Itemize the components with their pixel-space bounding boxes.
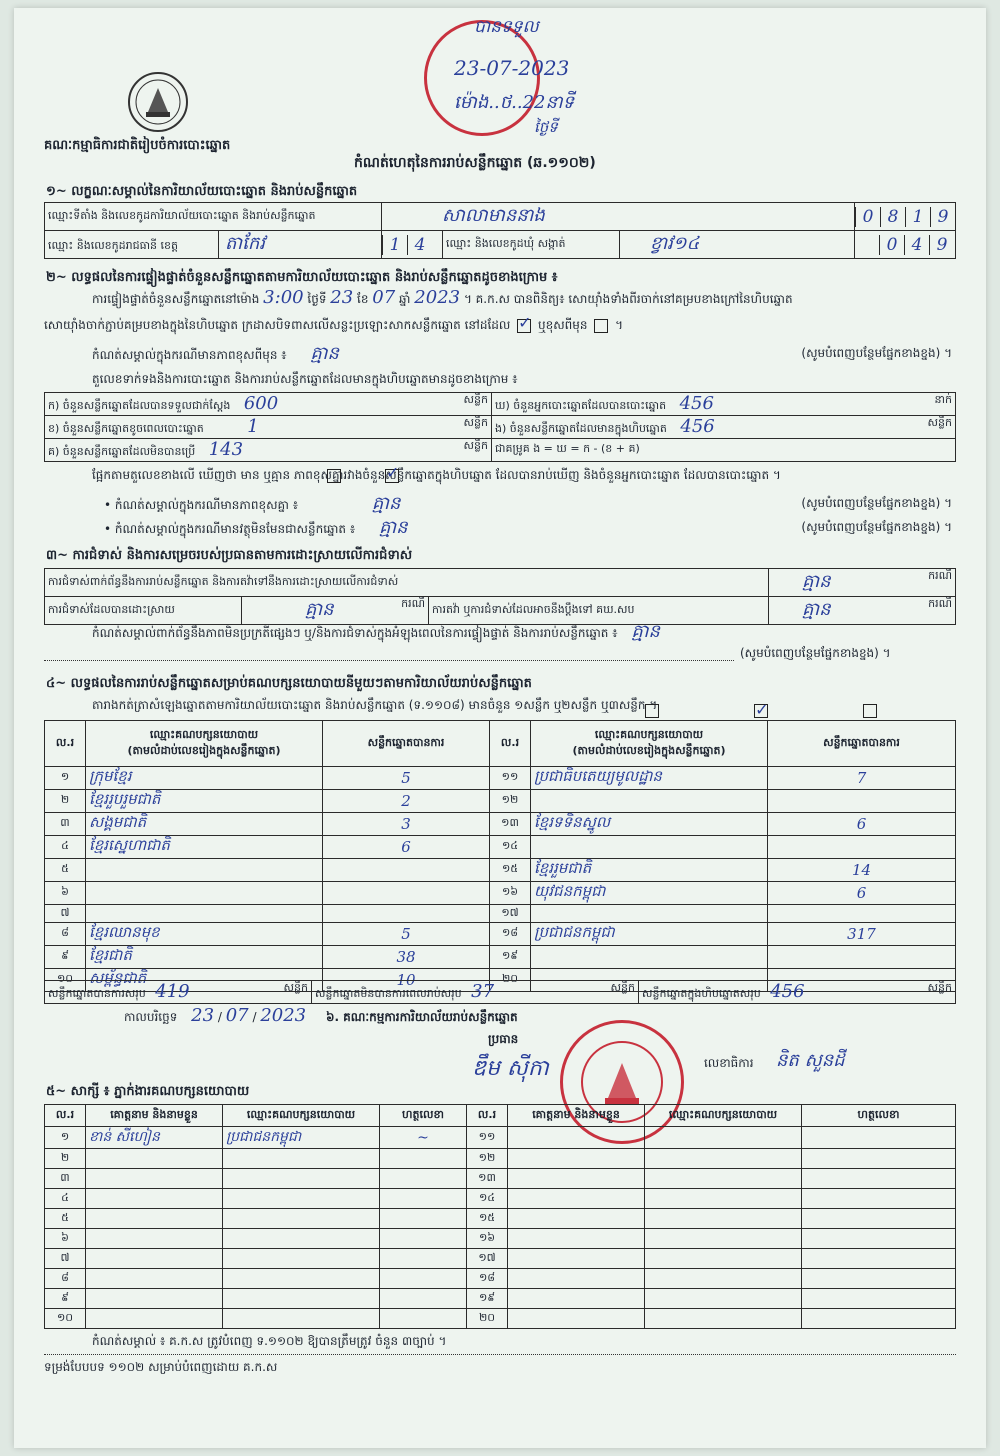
agent-signature [802, 1229, 956, 1249]
date-label: កាលបរិច្ឆេទ [124, 1010, 178, 1024]
section2-heading: ២~ លទ្ធផលនៃការផ្ទៀងផ្ទាត់ចំនួនសន្លឹកឆ្នោតតាមការិយាល័យបោះឆ្នោត និងរាប់សន្លឹកឆ្នោតដូចខាងក្រោម ៖ [46, 270, 558, 285]
table-row [45, 1309, 956, 1329]
unit: សន្លឹក [927, 981, 952, 994]
day-label: ថ្ងៃទី [307, 292, 327, 306]
agent-name [86, 1169, 223, 1189]
verify-time-line [92, 287, 793, 308]
party-name: ខ្មែររួបរួមជាតិ [86, 790, 323, 813]
ballot-figures-table [44, 392, 956, 462]
row-no: ១៨ [490, 923, 531, 946]
invalid-note-label: • កំណត់សម្គាល់ក្នុងករណីមានវត្ថុមិនមែនជាសន្លឹកឆ្នោត ៖ [104, 522, 356, 536]
agent-name [86, 1269, 223, 1289]
agent-name [86, 1149, 223, 1169]
agent-name [86, 1189, 223, 1209]
month-value: 07 [372, 287, 396, 308]
table-row [45, 1269, 956, 1289]
party-votes: 6 [768, 882, 956, 905]
commune-label: ឈ្មោះ និងលេខកូដឃុំ សង្កាត់ [443, 231, 620, 259]
row-no: ៣ [45, 813, 86, 836]
table-row [45, 882, 956, 905]
same-checkbox[interactable] [517, 319, 531, 333]
col-votes: សន្លឹកឆ្នោតបានការ [323, 721, 490, 767]
party-name: យុវជនកម្ពុជា [531, 882, 768, 905]
row-no: ១៤ [467, 1189, 508, 1209]
col-party-sub-right: (តាមលំដាប់លេខរៀងក្នុងសន្លឹកឆ្នោត) [572, 743, 726, 757]
year-value: 2023 [414, 287, 461, 308]
appeal-value: គ្មាន [802, 599, 831, 620]
party-name [531, 905, 768, 923]
agent-signature [380, 1169, 467, 1189]
agent-name [508, 1229, 645, 1249]
month-label: ខែ [357, 292, 369, 306]
date-day: 23 [191, 1005, 215, 1026]
row-no: ១១ [490, 767, 531, 790]
row-no: ១៧ [490, 905, 531, 923]
col-party-right: ឈ្មោះគណបក្សនយោបាយ [594, 727, 704, 741]
b-label: ខ) ចំនួនសន្លឹកឆ្នោតខូចពេលបោះឆ្នោត [48, 422, 204, 435]
agent-party [223, 1189, 380, 1209]
party-name [531, 790, 768, 813]
row-no: ១៥ [467, 1209, 508, 1229]
day-value: 23 [330, 287, 354, 308]
table-row [45, 1169, 956, 1189]
e-value: 456 [680, 416, 715, 437]
party-agents-table [44, 1104, 956, 1329]
agent-signature [380, 1249, 467, 1269]
secretary-label: លេខាធិការ [704, 1056, 754, 1070]
agent-name [508, 1189, 645, 1209]
party-name: ខ្មែរស្នេហាជាតិ [86, 836, 323, 859]
agent-party [645, 1189, 802, 1209]
nec-emblem-icon [126, 70, 190, 134]
box-total-label: សន្លឹកឆ្នោតក្នុងហិបឆ្នោតសរុប [642, 987, 761, 1000]
row-no: ១០ [45, 969, 86, 992]
agent-party [223, 1249, 380, 1269]
diff-note-line [104, 493, 952, 514]
has-difference-checkbox[interactable] [327, 469, 341, 483]
agent-signature [380, 1269, 467, 1289]
table-row [45, 905, 956, 923]
agent-signature [380, 1289, 467, 1309]
table-row [45, 1127, 956, 1149]
row-no: ១១ [467, 1127, 508, 1149]
party-votes: 317 [768, 923, 956, 946]
time-value: 3:00 [263, 287, 304, 308]
agent-name: ខាន់ សីហៀន [86, 1127, 223, 1149]
section5-heading: ៥~ សាក្សី ៖ ភ្នាក់ងារគណបក្សនយោបាយ [46, 1084, 250, 1099]
a-label: ក) ចំនួនសន្លឹកឆ្នោតដែលបានទទួលជាក់ស្តែង [48, 399, 231, 412]
invalid-total-value: 37 [471, 981, 495, 1002]
different-checkbox[interactable] [594, 319, 608, 333]
province-code: 1 4 [382, 231, 443, 259]
agent-party [645, 1169, 802, 1189]
d-label: ឃ) ចំនួនអ្នកបោះឆ្នោតដែលបានបោះឆ្នោត [495, 399, 667, 412]
irregularity-extra-line [44, 648, 734, 661]
unit: សន្លឹក [283, 981, 308, 994]
row-no: ៦ [45, 1229, 86, 1249]
two-sheets-checkbox[interactable] [754, 704, 768, 718]
fill-more-note: (សូមបំពេញបន្ថែមផ្នែកខាងខ្នង) ។ [801, 346, 952, 360]
case-label: ករណី [401, 597, 425, 610]
party-votes [323, 905, 490, 923]
party-results-table [44, 720, 956, 992]
agent-signature [380, 1209, 467, 1229]
ballot-count-form [14, 8, 986, 1448]
party-name [531, 836, 768, 859]
agent-col-no: ល.រ [45, 1105, 86, 1127]
col-no-right: ល.រ [490, 721, 531, 767]
agent-col-name: គោត្តនាម និងនាមខ្លួន [86, 1105, 223, 1127]
agent-col-no-right: ល.រ [467, 1105, 508, 1127]
invalid-fill-more: (សូមបំពេញបន្ថែមផ្នែកខាងខ្នង) ។ [801, 520, 952, 534]
row-no: ១៤ [490, 836, 531, 859]
table-row [45, 790, 956, 813]
party-votes [768, 946, 956, 969]
party-votes: 7 [768, 767, 956, 790]
agent-party [645, 1289, 802, 1309]
row-no: ៦ [45, 882, 86, 905]
c-label: គ) ចំនួនសន្លឹកឆ្នោតដែលមិនបានប្រើ [48, 445, 196, 458]
row-no: ១៥ [490, 859, 531, 882]
table-row [45, 813, 956, 836]
table-row [45, 946, 956, 969]
party-votes: 6 [323, 836, 490, 859]
party-votes [323, 859, 490, 882]
agent-party [223, 1309, 380, 1329]
agent-col-sign-right: ហត្ថលេខា [802, 1105, 956, 1127]
stamp-received-text: បានទទួល [474, 17, 539, 37]
irregularity-note-value: គ្មាន [631, 621, 660, 642]
party-name [531, 946, 768, 969]
agent-party [645, 1209, 802, 1229]
table-row [45, 1189, 956, 1209]
difference-note-line [92, 343, 952, 364]
invalid-note-value: គ្មាន [378, 517, 408, 538]
a-value: 600 [243, 393, 279, 414]
e-unit: សន្លឹក [927, 416, 952, 429]
row-no: ២០ [490, 969, 531, 992]
figures-subheading: តួលេខទាក់ទងនិងការបោះឆ្នោត និងការរាប់សន្លឹកឆ្នោតដែលមានក្នុងហិបឆ្នោតមានដូចខាងក្រោម ៖ [92, 372, 518, 386]
row-no: ៩ [45, 946, 86, 969]
row-no: ១៣ [490, 813, 531, 836]
irregularity-fill-more: (សូមបំពេញបន្ថែមផ្នែកខាងខ្នង) ។ [740, 646, 891, 660]
agent-party [645, 1309, 802, 1329]
row-no: ៥ [45, 1209, 86, 1229]
footer-divider [44, 1354, 956, 1355]
agent-name [508, 1309, 645, 1329]
agent-party [645, 1269, 802, 1289]
row-no: ២ [45, 1149, 86, 1169]
row-no: ១២ [490, 790, 531, 813]
e-label: ង) ចំនួនសន្លឹកឆ្នោតដែលមានក្នុងហិបឆ្នោត [495, 422, 667, 435]
row-no: ៧ [45, 905, 86, 923]
table-row [45, 1289, 956, 1309]
col-party: ឈ្មោះគណបក្សនយោបាយ [149, 727, 259, 741]
chair-signature: ឌឹម ស៊ីកា [472, 1056, 549, 1081]
row-no: ១៩ [490, 946, 531, 969]
table-row [45, 1209, 956, 1229]
irregularity-note-line [92, 621, 660, 642]
party-votes: 14 [768, 859, 956, 882]
stamp-date-text: 23-07-2023 [454, 56, 570, 80]
row-no: ៧ [45, 1249, 86, 1269]
party-votes: 6 [768, 813, 956, 836]
table-row [45, 1229, 956, 1249]
row-no: ៤ [45, 1189, 86, 1209]
different-option-label: ឬខុសពីមុន [537, 318, 588, 332]
row-no: ១២ [467, 1149, 508, 1169]
col-no: ល.រ [45, 721, 86, 767]
totals-table [44, 980, 956, 1004]
party-name: សម្ព័ន្ធជាតិ [86, 969, 323, 992]
row-no: ១ [45, 767, 86, 790]
agent-col-party: ឈ្មោះគណបក្សនយោបាយ [223, 1105, 380, 1127]
row-no: ១៧ [467, 1249, 508, 1269]
stamp-time-text: ម៉ោង..ថ..22នាទី [454, 92, 575, 113]
secretary-signature: និត សួនដី [776, 1050, 845, 1071]
agent-name [86, 1249, 223, 1269]
footnote: កំណត់សម្គាល់ ៖ គ.ក.ស ត្រូវបំពេញ ទ.១១០២ ឱ្យបានត្រឹមត្រូវ ចំនួន ៣ច្បាប់ ។ [92, 1334, 447, 1348]
three-sheets-checkbox[interactable] [863, 704, 877, 718]
agent-signature [802, 1249, 956, 1269]
agent-party [223, 1169, 380, 1189]
form-title: កំណត់ហេតុនៃការរាប់សន្លឹកឆ្នោត (ឆ.១១០២) [354, 155, 596, 171]
agent-party [645, 1149, 802, 1169]
unit: សន្លឹក [610, 981, 635, 994]
agent-party [645, 1229, 802, 1249]
row-no: ១៨ [467, 1269, 508, 1289]
party-votes: 5 [323, 923, 490, 946]
agent-name [86, 1309, 223, 1329]
party-name [86, 882, 323, 905]
station-code: 0 8 1 9 [855, 203, 956, 231]
case-label: ករណី [928, 569, 952, 582]
seal-check-text: សោយ៉ាំងចាក់ភ្ជាប់គម្របខាងក្នុងនៃហិបឆ្នោត ក្រដាសបិទពាសលើសន្លះប្រឡោះសាកសន្លឹកឆ្នោត នៅដដែល [44, 318, 511, 332]
party-votes [768, 790, 956, 813]
row-no: ៩ [45, 1289, 86, 1309]
row-no: ១០ [45, 1309, 86, 1329]
commune-name: ខ្វាវ១៤ [620, 231, 855, 259]
agent-party [645, 1249, 802, 1269]
party-votes [768, 905, 956, 923]
agent-signature [380, 1309, 467, 1329]
row-no: ២ [45, 790, 86, 813]
diff-note-label: • កំណត់សម្គាល់ក្នុងករណីមានភាពខុសគ្នា ៖ [104, 498, 299, 512]
agent-signature [802, 1269, 956, 1289]
objection-row1-value: គ្មាន [802, 571, 831, 592]
section3-heading: ៣~ ការជំទាស់ និងការសម្រេចរបស់ប្រធានតាមការដោះស្រាយលើការជំទាស់ [46, 548, 413, 563]
party-name: ប្រជាជនកម្ពុជា [531, 923, 768, 946]
party-votes: 5 [323, 767, 490, 790]
agent-col-sign: ហត្ថលេខា [380, 1105, 467, 1127]
station-label: ឈ្មោះទីតាំង និងលេខកូដការិយាល័យបោះឆ្នោត និងរាប់សន្លឹកឆ្នោត [45, 203, 382, 231]
stamp-day-text: ថ្ងៃទី [534, 118, 558, 136]
committee-name: គណៈកម្មាធិការជាតិរៀបចំការបោះឆ្នោត [44, 138, 231, 153]
agent-party: ប្រជាជនកម្ពុជា [223, 1127, 380, 1149]
chair-label: ប្រធាន [488, 1032, 519, 1046]
agent-name [86, 1289, 223, 1309]
row-no: ១ [45, 1127, 86, 1149]
no-difference-checkbox[interactable] [385, 469, 399, 483]
station-identity-table [44, 202, 956, 259]
agent-name [508, 1269, 645, 1289]
party-votes: 2 [323, 790, 490, 813]
case-label: ករណី [928, 597, 952, 610]
section4-heading: ៤~ លទ្ធផលនៃការរាប់សន្លឹកឆ្នោតសម្រាប់គណបក្សនយោបាយនីមួយៗតាមការិយាល័យរាប់សន្លឹកឆ្នោត [46, 676, 532, 691]
committee-label: ៦. គណៈកម្មការការិយាល័យរាប់សន្លឹកឆ្នោត [325, 1010, 518, 1024]
bottom-note: ទម្រង់បែបបទ ១១០២ សម្រាប់បំពេញដោយ គ.ក.ស [44, 1360, 278, 1374]
agent-signature [802, 1289, 956, 1309]
formula: ជាគម្រូគ ង = ឃ = ក - (ខ + គ) [492, 439, 956, 462]
agent-name [508, 1209, 645, 1229]
valid-total-value: 419 [155, 981, 190, 1002]
invalid-total-label: សន្លឹកឆ្នោតមិនបានការពេលរាប់សរុប [315, 987, 462, 1000]
row-no: ២០ [467, 1309, 508, 1329]
party-name: សង្គមជាតិ [86, 813, 323, 836]
match-statement [92, 468, 781, 483]
table-row [45, 1249, 956, 1269]
d-unit: នាក់ [934, 393, 952, 406]
agent-name [86, 1229, 223, 1249]
c-unit: សន្លឹក [463, 439, 488, 452]
sheet-count-text: តារាងកត់ត្រាសំឡេងឆ្នោតតាមការិយាល័យបោះឆ្នោត និងរាប់សន្លឹកឆ្នោត (ទ.១១០៨) មានចំនួន ១សន្លឹក ឬ២សន្លឹក ឬ៣សន្លឹក ។ [92, 698, 658, 712]
party-name: ខ្មែរជាតិ [86, 946, 323, 969]
agent-signature [802, 1309, 956, 1329]
a-unit: សន្លឹក [463, 393, 488, 406]
province-label: ឈ្មោះ និងលេខកូដរាជធានី ខេត្ត [48, 239, 178, 252]
agent-signature: ~ [380, 1127, 467, 1149]
table-row [45, 923, 956, 946]
table-row [45, 859, 956, 882]
agent-party [223, 1229, 380, 1249]
agent-signature [380, 1229, 467, 1249]
col-party-sub: (តាមលំដាប់លេខរៀងក្នុងសន្លឹកឆ្នោត) [127, 743, 281, 757]
row-no: ១៩ [467, 1289, 508, 1309]
party-name: ក្រុមខ្មែរ [86, 767, 323, 790]
seal-check-line: សោយ៉ាំងចាក់ភ្ជាប់គម្របខាងក្នុងនៃហិបឆ្នោត ក្រដាសបិទពាសលើសន្លះប្រឡោះសាកសន្លឹកឆ្នោត នៅដដែល ✓ ឬខុសពីមុន ។ [44, 318, 623, 333]
party-name: ខ្មែររួមជាតិ [531, 859, 768, 882]
b-value: 1 [247, 416, 259, 437]
difference-note-value: គ្មាន [310, 343, 339, 364]
party-name: ខ្មែរ​ទទិន​ស្នូល [531, 813, 768, 836]
year-label: ឆ្នាំ [399, 292, 411, 306]
c-value: 143 [208, 439, 244, 460]
party-votes: 10 [323, 969, 490, 992]
row-no: ១៦ [490, 882, 531, 905]
agent-signature [802, 1169, 956, 1189]
row-no: ៨ [45, 1269, 86, 1289]
agent-col-name-right: គោត្តនាម និងនាមខ្លួន [508, 1105, 645, 1127]
section1-heading: ១~ លក្ខណៈសម្គាល់នៃការិយាល័យបោះឆ្នោត និងរាប់សន្លឹកឆ្នោត [46, 184, 358, 199]
b-unit: សន្លឹក [463, 416, 488, 429]
agent-party [223, 1289, 380, 1309]
row-no: ១៦ [467, 1229, 508, 1249]
party-votes [323, 882, 490, 905]
party-name [86, 905, 323, 923]
irregularity-note-label: កំណត់សម្គាល់ពាក់ព័ន្ធនឹងភាពមិនប្រក្រតីផ្សេងៗ ឬ/និងការជំទាស់ក្នុងអំឡុងពេលនៃការផ្ទៀងផ្ទាត់ និងការរាប់សន្លឹកឆ្នោត ៖ [92, 626, 618, 640]
table-row [45, 836, 956, 859]
diff-note-value: គ្មាន [371, 493, 401, 514]
agent-signature [802, 1127, 956, 1149]
agent-signature [380, 1149, 467, 1169]
date-line: កាលបរិច្ឆេទ 23 / 07 / 2023 ៦. គណៈកម្មការការិយាល័យរាប់សន្លឹកឆ្នោត [124, 1005, 518, 1026]
row-no: ៤ [45, 836, 86, 859]
agent-name [508, 1169, 645, 1189]
station-name: សាលាមាននាង [382, 203, 855, 231]
agent-signature [802, 1189, 956, 1209]
party-votes: 38 [323, 946, 490, 969]
match-text: ផ្អែកតាមតួលេខខាងលើ ឃើញថា មាន ឬគ្មាន ភាពខុសគ្នារវាងចំនួនសន្លឹកឆ្នោតក្នុងហិបឆ្នោត ដែលបានរាប់ឃើញ និងចំនួនអ្នកបោះឆ្នោត ដែលបានបោះឆ្នោត ។ [92, 468, 781, 482]
agent-signature [380, 1189, 467, 1209]
objections-table [44, 568, 956, 625]
party-name: ខ្មែរឈានមុខ [86, 923, 323, 946]
commune-code: 0 4 9 [855, 231, 956, 259]
agent-name [508, 1289, 645, 1309]
party-votes: 3 [323, 813, 490, 836]
agent-signature [802, 1209, 956, 1229]
agent-signature [802, 1149, 956, 1169]
time-label: ការផ្ទៀងផ្ទាត់ចំនួនសន្លឹកឆ្នោតនៅម៉ោង [92, 292, 260, 306]
row-no: ៥ [45, 859, 86, 882]
party-votes [768, 836, 956, 859]
box-total-value: 456 [770, 981, 805, 1002]
agent-party [223, 1269, 380, 1289]
agent-col-party-right: ឈ្មោះគណបក្សនយោបាយ [645, 1105, 802, 1127]
invalid-note-line [104, 517, 952, 538]
agent-party [645, 1127, 802, 1149]
agent-name [508, 1127, 645, 1149]
province-name: តាកែវ [218, 231, 325, 258]
one-sheet-checkbox[interactable] [645, 704, 659, 718]
sentence-rest: ។ គ.ក.ស បានពិនិត្យ៖ សោយ៉ាំងទាំងពីរចាក់នៅគម្របខាងក្រៅនៃហិបឆ្នោត [463, 292, 793, 306]
table-row [45, 1149, 956, 1169]
agent-name [508, 1249, 645, 1269]
col-votes-right: សន្លឹកឆ្នោតបានការ [768, 721, 956, 767]
d-value: 456 [679, 393, 714, 414]
agent-name [508, 1149, 645, 1169]
table-row [45, 767, 956, 790]
row-no: ១៣ [467, 1169, 508, 1189]
resolved-label: ការជំទាស់ដែលបានដោះស្រាយ [45, 597, 242, 625]
section4-sub [92, 698, 657, 713]
agent-party [223, 1209, 380, 1229]
resolved-value: គ្មាន [305, 599, 334, 620]
diff-fill-more: (សូមបំពេញបន្ថែមផ្នែកខាងខ្នង) ។ [801, 496, 952, 510]
valid-total-label: សន្លឹកឆ្នោតបានការសរុប [48, 987, 146, 1000]
agent-name [86, 1209, 223, 1229]
difference-note-label: កំណត់សម្គាល់ក្នុងករណីមានភាពខុសពីមុន ៖ [92, 348, 287, 362]
party-name: ប្រជាធិបតេយ្យមូលដ្ឋាន [531, 767, 768, 790]
row-no: ៣ [45, 1169, 86, 1189]
date-year: 2023 [260, 1005, 307, 1026]
party-name [86, 859, 323, 882]
date-month: 07 [225, 1005, 249, 1026]
appeal-label: ការតវ៉ា ឬការជំទាស់ដែលអាចនឹងប្តឹងទៅ គឃ.សប [429, 597, 769, 625]
objection-row1-label: ការជំទាស់ពាក់ព័ន្ធនឹងការរាប់សន្លឹកឆ្នោត និងការតវ៉ាទៅនឹងការដោះស្រាយលើការជំទាស់ [45, 569, 769, 597]
agent-party [223, 1149, 380, 1169]
row-no: ៨ [45, 923, 86, 946]
